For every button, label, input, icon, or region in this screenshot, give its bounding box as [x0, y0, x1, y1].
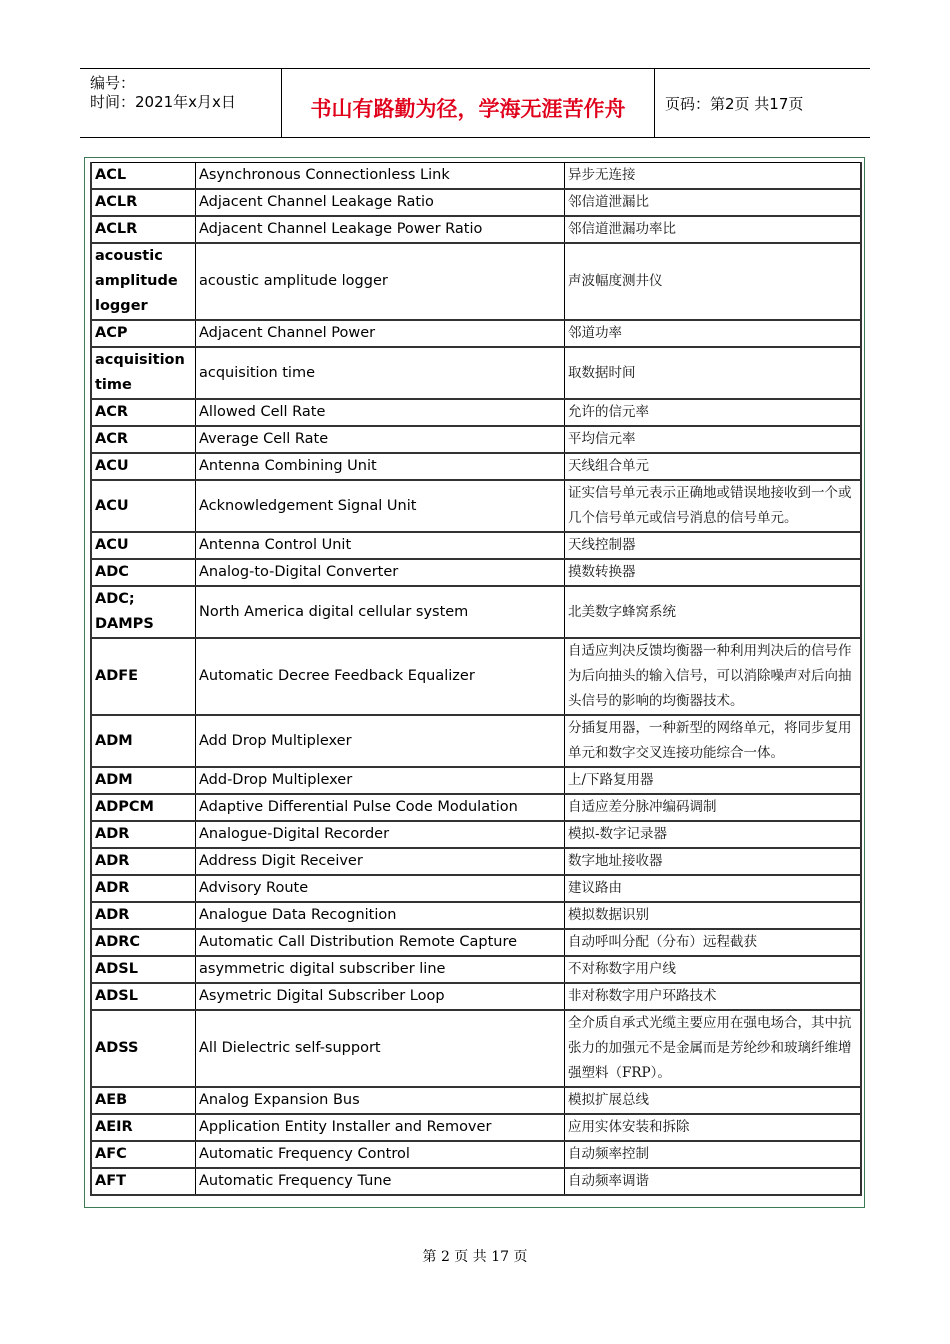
chinese-cell: 全介质自承式光缆主要应用在强电场合，其中抗张力的加强元不是金属而是芳纶纱和玻璃纤维增强塑料（FRP）。: [565, 1010, 862, 1087]
chinese-cell: 邻道功率: [565, 320, 862, 347]
abbr-cell: ADM: [91, 715, 196, 767]
abbr-cell: ACU: [91, 480, 196, 532]
abbr-cell: ACL: [91, 163, 196, 190]
english-cell: Address Digit Receiver: [196, 848, 565, 875]
english-cell: All Dielectric self-support: [196, 1010, 565, 1087]
english-cell: Automatic Frequency Tune: [196, 1168, 565, 1195]
chinese-cell: 模拟数据识别: [565, 902, 862, 929]
table-row: [91, 983, 861, 1010]
english-cell: Average Cell Rate: [196, 426, 565, 453]
abbr-cell: ADR: [91, 875, 196, 902]
table-row: [91, 1010, 861, 1087]
english-cell: asymmetric digital subscriber line: [196, 956, 565, 983]
chinese-cell: 应用实体安装和拆除: [565, 1114, 862, 1141]
table-row: [91, 875, 861, 902]
chinese-cell: 模拟-数字记录器: [565, 821, 862, 848]
table-row: [91, 715, 861, 767]
table-row: [91, 848, 861, 875]
chinese-cell: 邻信道泄漏比: [565, 189, 862, 216]
chinese-cell: 自适应差分脉冲编码调制: [565, 794, 862, 821]
chinese-cell: 自动频率控制: [565, 1141, 862, 1168]
table-row: [91, 426, 861, 453]
chinese-cell: 建议路由: [565, 875, 862, 902]
abbr-cell: ACU: [91, 532, 196, 559]
table-row: [91, 902, 861, 929]
table-row: [91, 559, 861, 586]
table-row: [91, 532, 861, 559]
abbr-cell: AEIR: [91, 1114, 196, 1141]
abbr-cell: AFT: [91, 1168, 196, 1195]
abbr-cell: ACR: [91, 426, 196, 453]
chinese-cell: 邻信道泄漏功率比: [565, 216, 862, 243]
english-cell: Adjacent Channel Power: [196, 320, 565, 347]
english-cell: Automatic Call Distribution Remote Capture: [196, 929, 565, 956]
english-cell: Adaptive Differential Pulse Code Modulation: [196, 794, 565, 821]
glossary-table-frame: [84, 157, 865, 1208]
chinese-cell: 声波幅度测井仪: [565, 243, 862, 320]
abbr-cell: ADSS: [91, 1010, 196, 1087]
english-cell: Allowed Cell Rate: [196, 399, 565, 426]
table-row: [91, 794, 861, 821]
page-header: [80, 68, 870, 138]
english-cell: North America digital cellular system: [196, 586, 565, 638]
english-cell: Analogue Data Recognition: [196, 902, 565, 929]
chinese-cell: 自动频率调谐: [565, 1168, 862, 1195]
abbr-cell: ACU: [91, 453, 196, 480]
page-info: 页码：第2页 共17页: [665, 95, 804, 113]
header-meta-cell: [80, 69, 282, 137]
abbr-cell: ADC; DAMPS: [91, 586, 196, 638]
english-cell: acquisition time: [196, 347, 565, 399]
english-cell: Add Drop Multiplexer: [196, 715, 565, 767]
table-row: [91, 347, 861, 399]
table-row: [91, 399, 861, 426]
table-row: [91, 1087, 861, 1114]
abbr-cell: ADC: [91, 559, 196, 586]
glossary-table: [90, 162, 862, 1196]
english-cell: Application Entity Installer and Remover: [196, 1114, 565, 1141]
table-row: [91, 1168, 861, 1195]
abbr-cell: ADSL: [91, 956, 196, 983]
chinese-cell: 异步无连接: [565, 163, 862, 190]
english-cell: Adjacent Channel Leakage Power Ratio: [196, 216, 565, 243]
english-cell: Analog Expansion Bus: [196, 1087, 565, 1114]
table-row: [91, 586, 861, 638]
abbr-cell: ADR: [91, 821, 196, 848]
table-row: [91, 216, 861, 243]
abbr-cell: AFC: [91, 1141, 196, 1168]
table-row: [91, 767, 861, 794]
english-cell: Asymetric Digital Subscriber Loop: [196, 983, 565, 1010]
chinese-cell: 上/下路复用器: [565, 767, 862, 794]
abbr-cell: ADSL: [91, 983, 196, 1010]
english-cell: Analog-to-Digital Converter: [196, 559, 565, 586]
abbr-cell: ACLR: [91, 189, 196, 216]
header-page-cell: [655, 69, 870, 137]
header-motto-cell: [282, 69, 655, 137]
table-row: [91, 638, 861, 715]
english-cell: Acknowledgement Signal Unit: [196, 480, 565, 532]
abbr-cell: ADR: [91, 848, 196, 875]
table-row: [91, 189, 861, 216]
chinese-cell: 天线控制器: [565, 532, 862, 559]
english-cell: Antenna Combining Unit: [196, 453, 565, 480]
abbr-cell: ADFE: [91, 638, 196, 715]
motto-text: 书山有路勤为径，学海无涯苦作舟: [310, 96, 626, 121]
chinese-cell: 自适应判决反馈均衡器一种利用判决后的信号作为后向抽头的输入信号，可以消除噪声对后向抽头信号的影响的均衡器技术。: [565, 638, 862, 715]
english-cell: acoustic amplitude logger: [196, 243, 565, 320]
table-row: [91, 453, 861, 480]
english-cell: Add-Drop Multiplexer: [196, 767, 565, 794]
table-row: [91, 1141, 861, 1168]
chinese-cell: 自动呼叫分配（分布）远程截获: [565, 929, 862, 956]
chinese-cell: 允许的信元率: [565, 399, 862, 426]
table-row: [91, 821, 861, 848]
chinese-cell: 取数据时间: [565, 347, 862, 399]
chinese-cell: 平均信元率: [565, 426, 862, 453]
chinese-cell: 不对称数字用户线: [565, 956, 862, 983]
abbr-cell: acquisition time: [91, 347, 196, 399]
english-cell: Asynchronous Connectionless Link: [196, 163, 565, 190]
chinese-cell: 非对称数字用户环路技术: [565, 983, 862, 1010]
table-row: [91, 243, 861, 320]
table-row: [91, 163, 861, 190]
abbr-cell: ADR: [91, 902, 196, 929]
abbr-cell: ACLR: [91, 216, 196, 243]
abbr-cell: ACR: [91, 399, 196, 426]
table-row: [91, 320, 861, 347]
abbr-cell: acoustic amplitude logger: [91, 243, 196, 320]
chinese-cell: 天线组合单元: [565, 453, 862, 480]
english-cell: Antenna Control Unit: [196, 532, 565, 559]
date-label: 时间：2021年x月x日: [90, 93, 236, 111]
number-label: 编号：: [90, 74, 136, 92]
chinese-cell: 证实信号单元表示正确地或错误地接收到一个或几个信号单元或信号消息的信号单元。: [565, 480, 862, 532]
abbr-cell: ADPCM: [91, 794, 196, 821]
table-row: [91, 1114, 861, 1141]
english-cell: Adjacent Channel Leakage Ratio: [196, 189, 565, 216]
page-footer: 第 2 页 共 17 页: [422, 1249, 528, 1265]
abbr-cell: ADM: [91, 767, 196, 794]
chinese-cell: 模拟扩展总线: [565, 1087, 862, 1114]
table-row: [91, 480, 861, 532]
abbr-cell: ACP: [91, 320, 196, 347]
english-cell: Automatic Frequency Control: [196, 1141, 565, 1168]
table-row: [91, 956, 861, 983]
english-cell: Automatic Decree Feedback Equalizer: [196, 638, 565, 715]
english-cell: Advisory Route: [196, 875, 565, 902]
english-cell: Analogue-Digital Recorder: [196, 821, 565, 848]
chinese-cell: 摸数转换器: [565, 559, 862, 586]
table-row: [91, 929, 861, 956]
chinese-cell: 北美数字蜂窝系统: [565, 586, 862, 638]
chinese-cell: 数字地址接收器: [565, 848, 862, 875]
abbr-cell: ADRC: [91, 929, 196, 956]
chinese-cell: 分插复用器，一种新型的网络单元，将同步复用单元和数字交叉连接功能综合一体。: [565, 715, 862, 767]
abbr-cell: AEB: [91, 1087, 196, 1114]
